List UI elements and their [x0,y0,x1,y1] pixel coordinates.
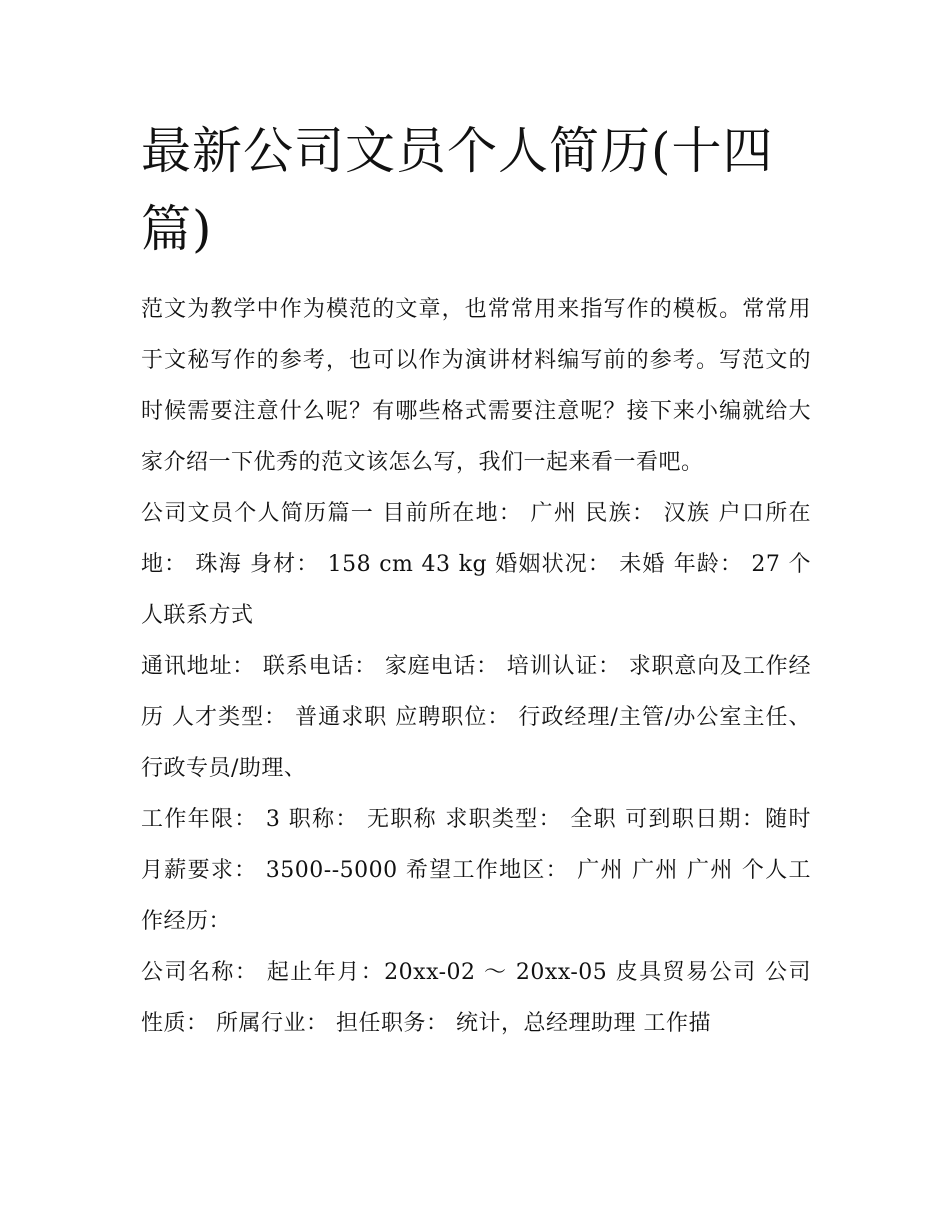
work-history-paragraph: 公司名称： 起止年月：20xx-02 ～ 20xx-05 皮具贸易公司 公司性质： 所属行业： 担任职务： 统计，总经理助理 工作描 [141,960,811,1036]
document-page [141,112,811,1049]
personal-info-paragraph: 公司文员个人简历篇一 目前所在地： 广州 民族： 汉族 户口所在地： 珠海 身材： 158 cm 43 kg 婚姻状况： 未婚 年龄： 27 个人联系方式 [141,501,811,628]
intro-paragraph: 范文为教学中作为模范的文章，也常常用来指写作的模板。常常用于文秘写作的参考，也可以作为演讲材料编写前的参考。写范文的时候需要注意什么呢？有哪些格式需要注意呢？接下来小编就给大家介绍一下优秀的范文该怎么写，我们一起来看一看吧。 [141,297,811,475]
document-title: 最新公司文员个人简历(十四篇) [141,122,774,258]
contact-intent-paragraph: 通讯地址： 联系电话： 家庭电话： 培训认证： 求职意向及工作经历 人才类型： 普通求职 应聘职位： 行政经理/主管/办公室主任、行政专员/助理、 [141,654,811,781]
job-requirements-paragraph: 工作年限： 3 职称： 无职称 求职类型： 全职 可到职日期：随时 月薪要求： 3500--5000 希望工作地区： 广州 广州 广州 个人工作经历： [141,807,811,934]
